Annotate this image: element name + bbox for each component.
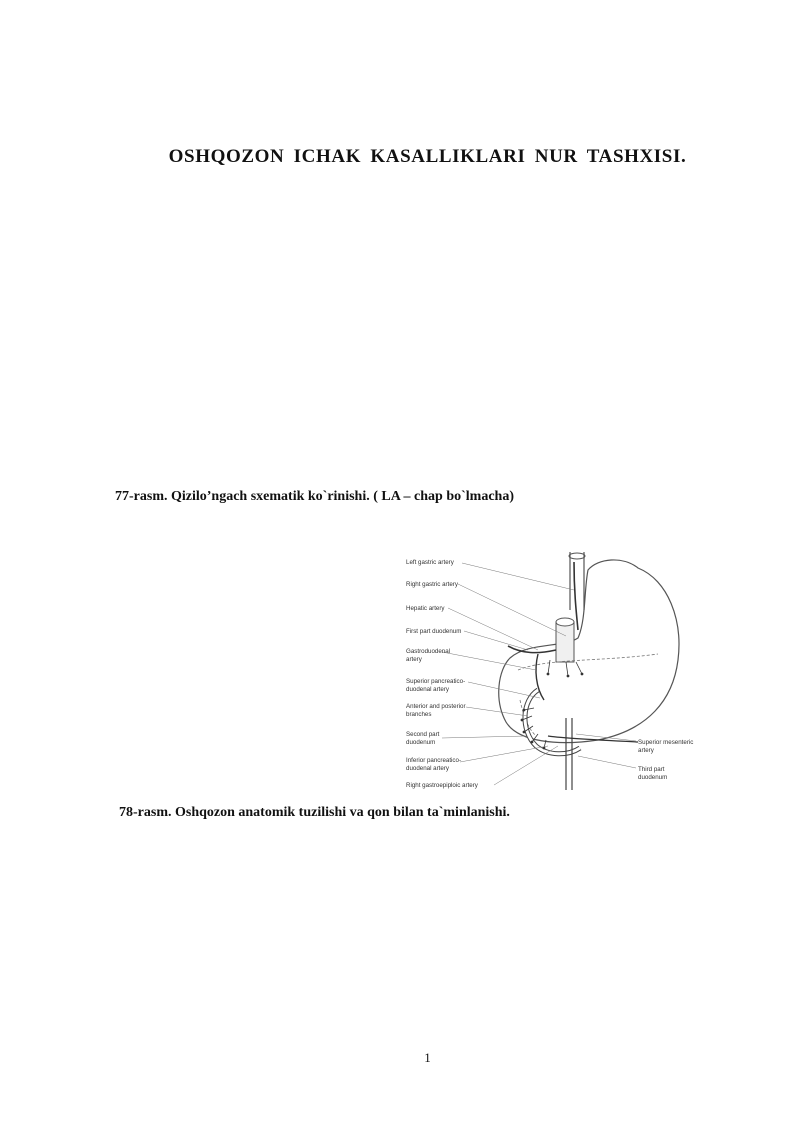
esophagus <box>570 552 584 610</box>
page-number: 1 <box>424 1050 431 1065</box>
label-anterior-posterior-branches-2: branches <box>406 711 432 718</box>
stomach-anatomy-diagram <box>398 550 728 790</box>
label-right-gastroepiploic-artery: Right gastroepiploic artery <box>406 782 478 789</box>
stomach-anatomy-figure <box>398 550 728 790</box>
label-gastroduodenal-artery: Gastroduodenal <box>406 648 451 655</box>
label-third-part-duodenum-2: duodenum <box>638 774 668 781</box>
label-first-part-duodenum: First part duodenum <box>406 628 462 635</box>
label-hepatic-artery: Hepatic artery <box>406 605 445 612</box>
left-gastric-artery <box>574 562 578 630</box>
figure-78-caption: 78-rasm. Oshqozon anatomik tuzilishi va qon bilan ta`minlanishi. <box>119 805 510 820</box>
label-superior-mesenteric-artery: Superior mesenteric <box>638 739 694 746</box>
label-third-part-duodenum: Third part <box>638 766 665 773</box>
pancreas-outline <box>518 654 658 670</box>
label-right-gastric-artery: Right gastric artery <box>406 581 458 588</box>
label-gastroduodenal-artery-2: artery <box>406 656 422 663</box>
label-superior-pancreaticoduodenal: Superior pancreatico- <box>406 678 466 685</box>
label-inferior-pancreaticoduodenal-2: duodenal artery <box>406 765 449 772</box>
label-second-part-duodenum-2: duodenum <box>406 739 436 746</box>
label-left-gastric-artery: Left gastric artery <box>406 559 454 566</box>
aorta-vessel <box>556 622 574 662</box>
label-inferior-pancreaticoduodenal: Inferior pancreatico- <box>406 757 462 764</box>
label-superior-pancreaticoduodenal-2: duodenal artery <box>406 686 449 693</box>
leader-lines <box>442 563 636 785</box>
label-superior-mesenteric-artery-2: artery <box>638 747 654 754</box>
label-second-part-duodenum: Second part <box>406 731 440 738</box>
figure-77-caption: 77-rasm. Qizilo’ngach sxematik ko`rinishi. ( LA – chap bo`lmacha) <box>115 489 515 504</box>
label-anterior-posterior-branches: Anterior and posterior <box>406 703 466 710</box>
page-title: OSHQOZON ICHAK KASALLIKLARI NUR TASHXISI. <box>168 146 687 167</box>
